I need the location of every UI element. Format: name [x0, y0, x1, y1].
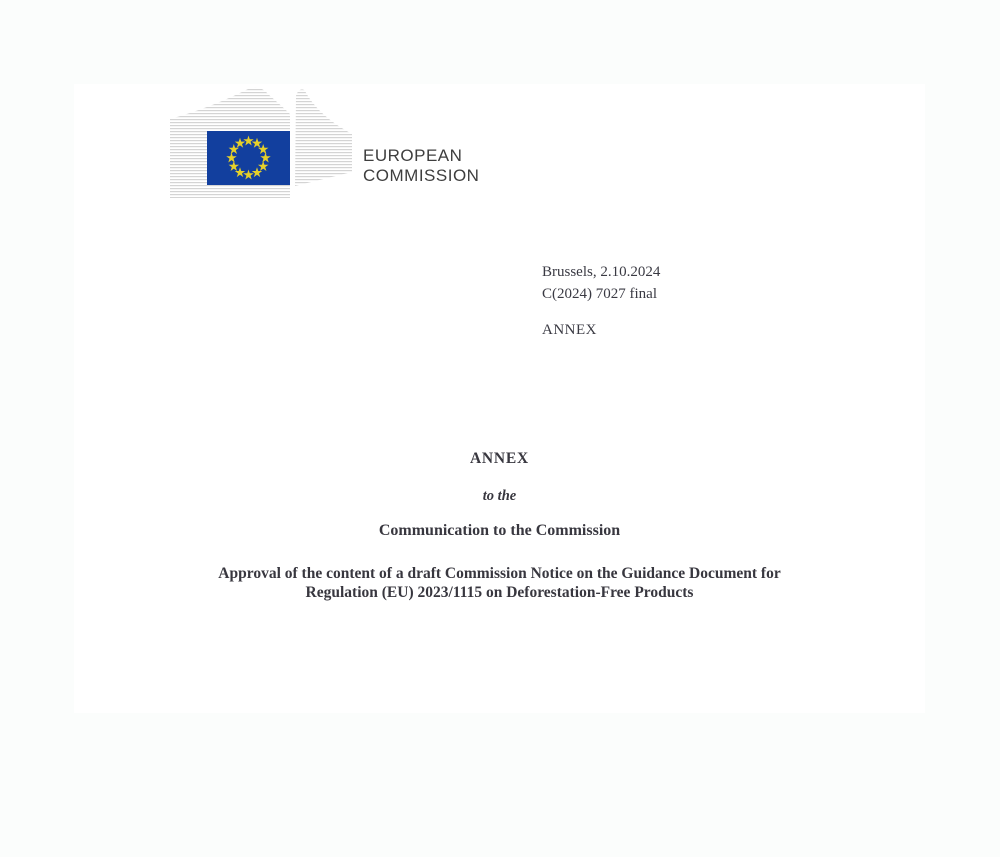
- building-graphic-right-icon: [295, 89, 352, 186]
- main-title-line1: Approval of the content of a draft Commission Notice on the Guidance Document for: [218, 565, 781, 582]
- ec-wordmark: [363, 146, 479, 186]
- european-commission-logo: [168, 86, 358, 201]
- ec-wordmark-line1: EUROPEAN: [363, 146, 463, 165]
- document-page: [74, 84, 925, 713]
- annex-label: ANNEX: [542, 322, 597, 338]
- ec-wordmark-line2: COMMISSION: [363, 166, 480, 185]
- reference-number: C(2024) 7027 final: [542, 286, 657, 302]
- main-title-line2: Regulation (EU) 2023/1115 on Deforestation-Free Products: [305, 584, 694, 601]
- main-title: [74, 564, 925, 602]
- annex-heading: ANNEX: [469, 450, 530, 467]
- annex-connector: to the: [482, 488, 517, 504]
- place-and-date: Brussels, 2.10.2024: [542, 264, 661, 280]
- communication-heading: Communication to the Commission: [378, 522, 621, 539]
